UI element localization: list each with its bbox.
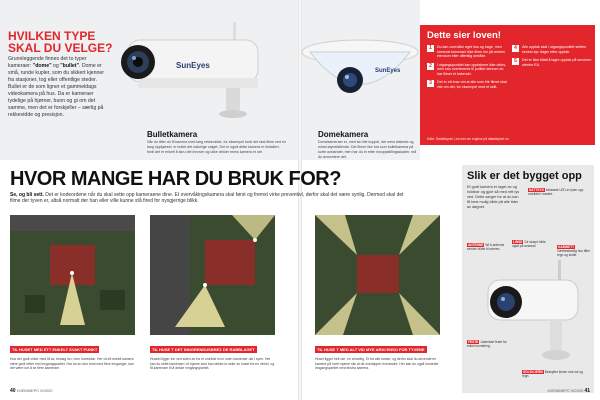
label-tag: FESTE <box>468 340 479 344</box>
label-5 <box>522 370 590 378</box>
anatomy-title: Slik er det bygget opp <box>467 170 582 182</box>
label-text: Beskytter linsen mot sol og regn. <box>522 370 583 379</box>
main-headline: HVOR MANGE HAR DU BRUK FOR? <box>10 168 341 190</box>
label-2 <box>512 240 552 248</box>
plot-image-1 <box>10 215 135 335</box>
body-part-a: Grunnleggende finnes det to typer kameraer: <box>8 56 87 69</box>
plot-desc: Huset ligger helt ute, en vinkeltig. Et fra alle kanter, og derfor skal du anvende en kamera på hvert hjørne slik at de overlapper hverandre. Her kan du også forsterke inngangspartiet med ekstra kamera. <box>315 357 439 370</box>
law-num: 2 <box>427 63 434 70</box>
law-title: Dette sier loven! <box>427 30 501 41</box>
label-tag: ANTENNE <box>468 243 484 247</box>
law-text: Det er ikke tillatt å lagre opptak på serveren utenfor EU. <box>522 58 592 67</box>
label-3 <box>557 245 591 258</box>
lead-paragraph <box>10 192 410 205</box>
law-item <box>512 45 592 54</box>
lead-bold: Se, og bli sett. <box>10 192 44 198</box>
label-4 <box>467 340 507 348</box>
plot-title: TIL HUSE T MED ALT VID MYE ARKI ENSO FOR TYVENE <box>317 347 425 352</box>
label-text: Værbestandig hus tåler regn og kulde. <box>557 249 590 258</box>
law-num: 4 <box>512 45 519 52</box>
bullet-brand: SunEyes <box>176 61 210 70</box>
plot-caption-2 <box>150 338 275 371</box>
bullet-text: Når du titter du fil kamera med lang rekkevidde, for eksempel fordi det skal filme ned en lang oppkjørsel, er bullet det naturlige valget. Det er også dette kamera er installert, fordi det er enkelt å skru det innover og ulike vinkler mens kamera er ute. <box>147 140 287 154</box>
anatomy-camera-image <box>480 260 590 375</box>
label-tag: LINSE <box>513 240 523 244</box>
plot-desc: Hus der godt virker med få av, beslag inn, men hoveddør. Her vil ett enkelt kamera være godt rettet mot inngangspartiet. Har du en stor tomt med flere innganger, kan det være lurt å se flere kameraer. <box>10 357 134 370</box>
law-num: 5 <box>512 58 519 65</box>
label-tag: KABINETT <box>558 245 575 249</box>
label-text: Wi-fi-antenne sender bildet til ruteren. <box>467 243 505 252</box>
label-1 <box>467 243 509 251</box>
page-number-left: 40 <box>10 388 16 394</box>
dome-camera-image <box>300 22 420 132</box>
law-num: 3 <box>427 80 434 87</box>
lead-text: Det er kodeordene når du skal sette opp kameraene dine. Et overvåkingskamera skal først og fremst virke preventivt, derfor skal det være synlig. Dermed skal det filme der tyven er, altså normalt der han eller ville kunne stå fired for nysgjerrige blikk. <box>10 192 404 205</box>
folio-left <box>10 388 52 394</box>
bullet-caption: Bulletkamera <box>147 130 198 139</box>
plot-desc: Husket ligger inn ved siden av fra et område hvor noen kameraer ute i syne. Her kan du sette kameraer i et hjørne som kan dekke to sider av huset fra én vinkel, og få kameraer til å dekke inngangspartiet. <box>150 357 275 370</box>
body-part-b: og <box>51 63 61 69</box>
folio-text-left: HJEMMEPC 9/2020 <box>16 388 53 393</box>
label-text: Infrarøde LED-er lyser opp området i mørket. <box>528 188 584 197</box>
folio-text-right: HJEMMEPC 9/2020 <box>547 388 584 393</box>
law-item <box>427 80 507 89</box>
label-tag: SOLSKJERM <box>523 370 543 374</box>
law-item <box>427 63 507 77</box>
anatomy-sidebar <box>462 165 594 393</box>
law-text: Alle opptak skal i utgangspunktet slettes senest syv dager etter opptak. <box>522 45 586 54</box>
body-part-c: . Dome er små, runde kupler, som du sikkert kjenner fra stasjoner, tog eller offentlige steder. Bullet er de som ligner et gammeldags videokamera på hus. Da er kameraer tydelige på hjørner, bunn og gi om det samme, men det er forskjeller – særlig på rekkevidde og presisjon. <box>8 63 105 118</box>
term-dome: "dome" <box>32 63 52 69</box>
law-text: Du kan overvåke eget hus og hage, men kamerat kameraer ikke filme inn på andres eiendom eller offentlig område. <box>437 45 505 58</box>
law-footer: Kilde: Datatilsynet. Les mer om reglene på datatilsynet.no. <box>427 137 510 141</box>
law-item <box>427 45 507 59</box>
law-box <box>420 25 595 145</box>
camera-type-heading: HVILKEN TYPE SKAL DU VELGE? <box>8 29 113 55</box>
dome-text: Domekameraer er, med sin lille kuppel, det mest diskrete og minst iøynefallende. Det filmer like bra som bulletkamera på korte avstander, men har du et rette innoppstillingsskader, må du avmontere det. <box>318 140 417 159</box>
law-col-right <box>512 45 592 71</box>
plot-image-3 <box>315 215 440 335</box>
plot-caption-1 <box>10 338 135 371</box>
anatomy-intro: Et godt kamera er laget av og holdbar og gjort så med rett lys ved. Dette sørger for at du kan få best mulig bilde på alle tider av døgnet. <box>467 185 520 209</box>
label-text: Justerbart feste for enkel montering. <box>467 340 507 349</box>
label-0 <box>528 188 590 196</box>
label-tag: NATTSYN <box>529 188 544 192</box>
law-item <box>512 58 592 67</box>
law-text: Det er ett krav om at alle som blir filmet skal vite om det, for eksempel med et skilt. <box>437 80 507 89</box>
camera-type-body <box>8 56 108 119</box>
dome-caption: Domekamera <box>318 130 369 139</box>
page-number-right: 41 <box>584 388 590 394</box>
plot-title: TIL HUSET MED ETT ENKELT SVAKT PUNKT <box>12 347 98 352</box>
law-text: I utgangspunktet kan opptakene ikke deles, men kan overleveres til politiet dersom du har filmet et lovbrudd. <box>437 62 507 76</box>
label-text: Gir skarpt bilde også på avstand. <box>512 240 546 249</box>
plot-image-2 <box>150 215 275 335</box>
plot-title: TIL HUSE T DET INNGRENDUSBREZ DE RABBLAGET <box>152 347 255 352</box>
plot-caption-3 <box>315 338 440 371</box>
law-num: 1 <box>427 45 434 52</box>
folio-right <box>548 388 590 394</box>
law-col-left <box>427 45 507 93</box>
bullet-camera-image <box>108 22 288 132</box>
term-bullet: "bullet" <box>60 63 79 69</box>
dome-brand: SunEyes <box>375 68 401 74</box>
